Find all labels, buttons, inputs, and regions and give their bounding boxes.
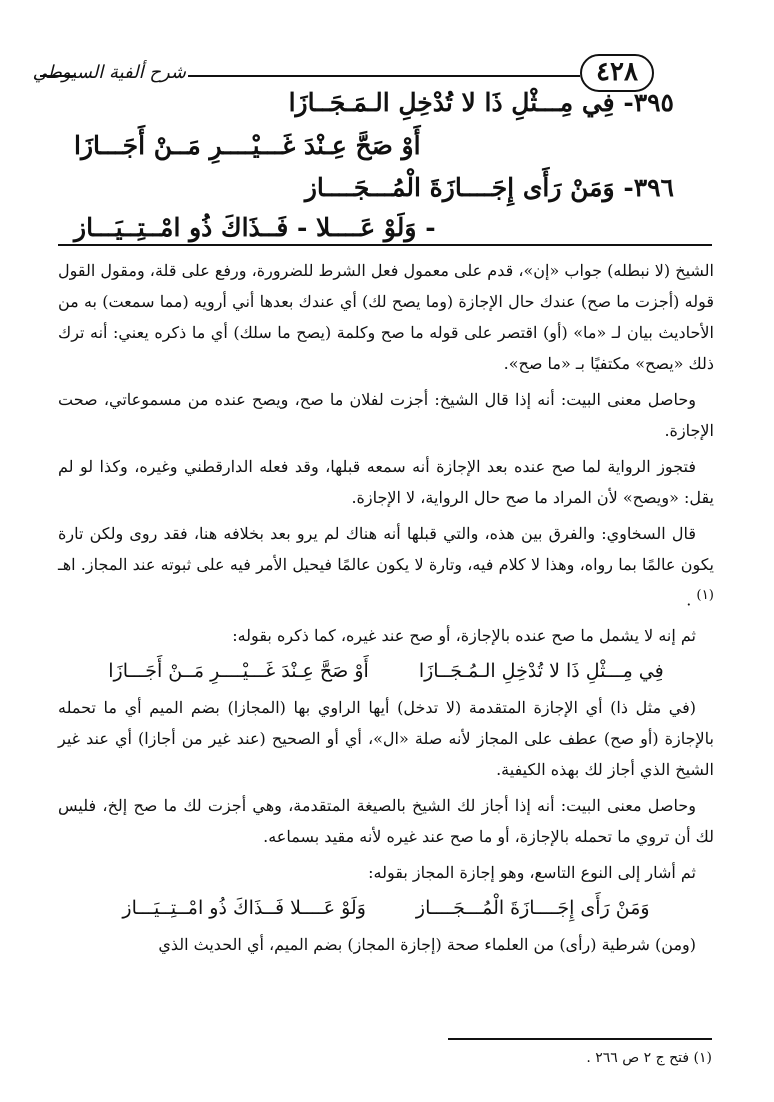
verse-395-first-hemistich: ٣٩٥- فِي مِـــثْلِ ذَا لا تُدْخِلِ الـمَـجَــازَا <box>288 88 674 117</box>
commentary <box>58 255 714 965</box>
commentary-paragraph: (ومن) شرطية (رأى) من العلماء صحة (إجازة المجاز) بضم الميم، أي الحديث الذي <box>158 935 696 955</box>
hemistich: وَلَوْ عَــــلا فَــذَاكَ ذُو امْــتِــيَـــاز <box>122 897 366 920</box>
verse-396-first-hemistich: ٣٩٦- وَمَنْ رَأَى إِجَــــازَةَ الْمُـــجَــــاز <box>304 173 674 202</box>
footnote-divider <box>448 1038 712 1040</box>
quoted-verse-396 <box>58 893 714 924</box>
quoted-verse-395 <box>58 656 714 687</box>
commentary-paragraph: الشيخ (لا نبطله) جواب «إن»، قدم على معمول فعل الشرط للضرورة، ورفع على قلة، ومقول القول قوله (أجزت ما صح) عندك حال الإجازة (وما يصح لك) أي عندك بعدها أني أرويه (مما سمعت) به من الأحاديث بيان لـ «ما» (أو) اقتصر على قوله ما صح وكلمة (يصح ما سلك) أي ما ذكره يعني: أنه ترك ذلك «يصح» مكتفيًا بـ «ما صح». <box>58 261 714 373</box>
hemistich: وَمَنْ رَأَى إِجَــــازَةَ الْمُـــجَــــاز <box>415 897 650 920</box>
hemistich: أَوْ صَحَّ عِـنْدَ غَـــيْــــرِ مَــنْ أَجَـــازَا <box>108 660 369 683</box>
verse-396-second-hemistich: - وَلَوْ عَــــلا - فَــذَاكَ ذُو امْــتِــيَـــاز <box>74 213 436 242</box>
verses-divider <box>58 244 712 246</box>
sakhawi-quote: قال السخاوي: والفرق بين هذه، والتي قبلها أنه هناك لم يرو بعد بخلافه هنا، فقد روى ولكن تارة يكون عالمًا بما رواه، وهذا لا كلام فيه، وتارة لا يكون عالمًا فيحيل الأمر فيه على ثبوته عند المجاز. اهـ <box>58 524 714 574</box>
hemistich: فِي مِـــثْلِ ذَا لا تُدْخِلِ الـمُـجَــازَا <box>418 660 664 683</box>
running-title: شرح ألفية السيوطي <box>32 62 186 83</box>
commentary-paragraph: ثم إنه لا يشمل ما صح عنده بالإجازة، أو صح عند غيره، كما ذكره بقوله: <box>232 626 696 646</box>
commentary-paragraph: وحاصل معنى البيت: أنه إذا أجاز لك الشيخ بالصيغة المتقدمة، وهي أجزت لك ما صح إلخ، فليس لك أن تروي ما تحمله بالإجازة، أو ما صح عند غيره لأنه مقيد بسماعه. <box>58 796 714 847</box>
footnote-reference: (١) <box>696 588 714 603</box>
commentary-paragraph: ثم أشار إلى النوع التاسع، وهو إجازة المجاز بقوله: <box>368 863 696 883</box>
header-rule <box>188 75 580 77</box>
footnote: (١) فتح ج ٢ ص ٢٦٦ . <box>586 1050 712 1066</box>
page-number: ٤٢٨ <box>580 54 654 92</box>
verse-395-second-hemistich: أَوْ صَحَّ عِـنْدَ غَـــيْــــرِ مَــنْ أَجَـــازَا <box>74 131 421 160</box>
commentary-paragraph: فتجوز الرواية لما صح عنده بعد الإجازة أنه سمعه قبلها، وقد فعله الدارقطني وغيره، وكذا لو لم يقل: «ويصح» لأن المراد ما صح حال الرواية، لا الإجازة. <box>58 457 714 507</box>
commentary-paragraph: قال السخاوي: والفرق بين هذه، والتي قبلها أنه هناك لم يرو بعد بخلافه هنا، فقد روى ولكن تارة يكون عالمًا بما رواه، وهذا لا كلام فيه، وتارة لا يكون عالمًا فيحيل الأمر فيه على ثبوته عند المجاز. اهـ $^{(١)}$ . <box>58 524 714 610</box>
commentary-paragraph: وحاصل معنى البيت: أنه إذا قال الشيخ: أجزت لفلان ما صح، ويصح عنده من مسموعاتي، صحت الإجازة. <box>58 390 714 440</box>
commentary-paragraph: (في مثل ذا) أي الإجازة المتقدمة (لا تدخل) أيها الراوي بها (المجازا) بضم الميم أي ما تحمله بالإجازة (أو صح) عطف على المجاز لأنه صلة «ال»، أي أو الصحيح (عند غير من أجازا) أي عند غير الشيخ الذي أجاز لك بهذه الكيفية. <box>58 698 714 780</box>
